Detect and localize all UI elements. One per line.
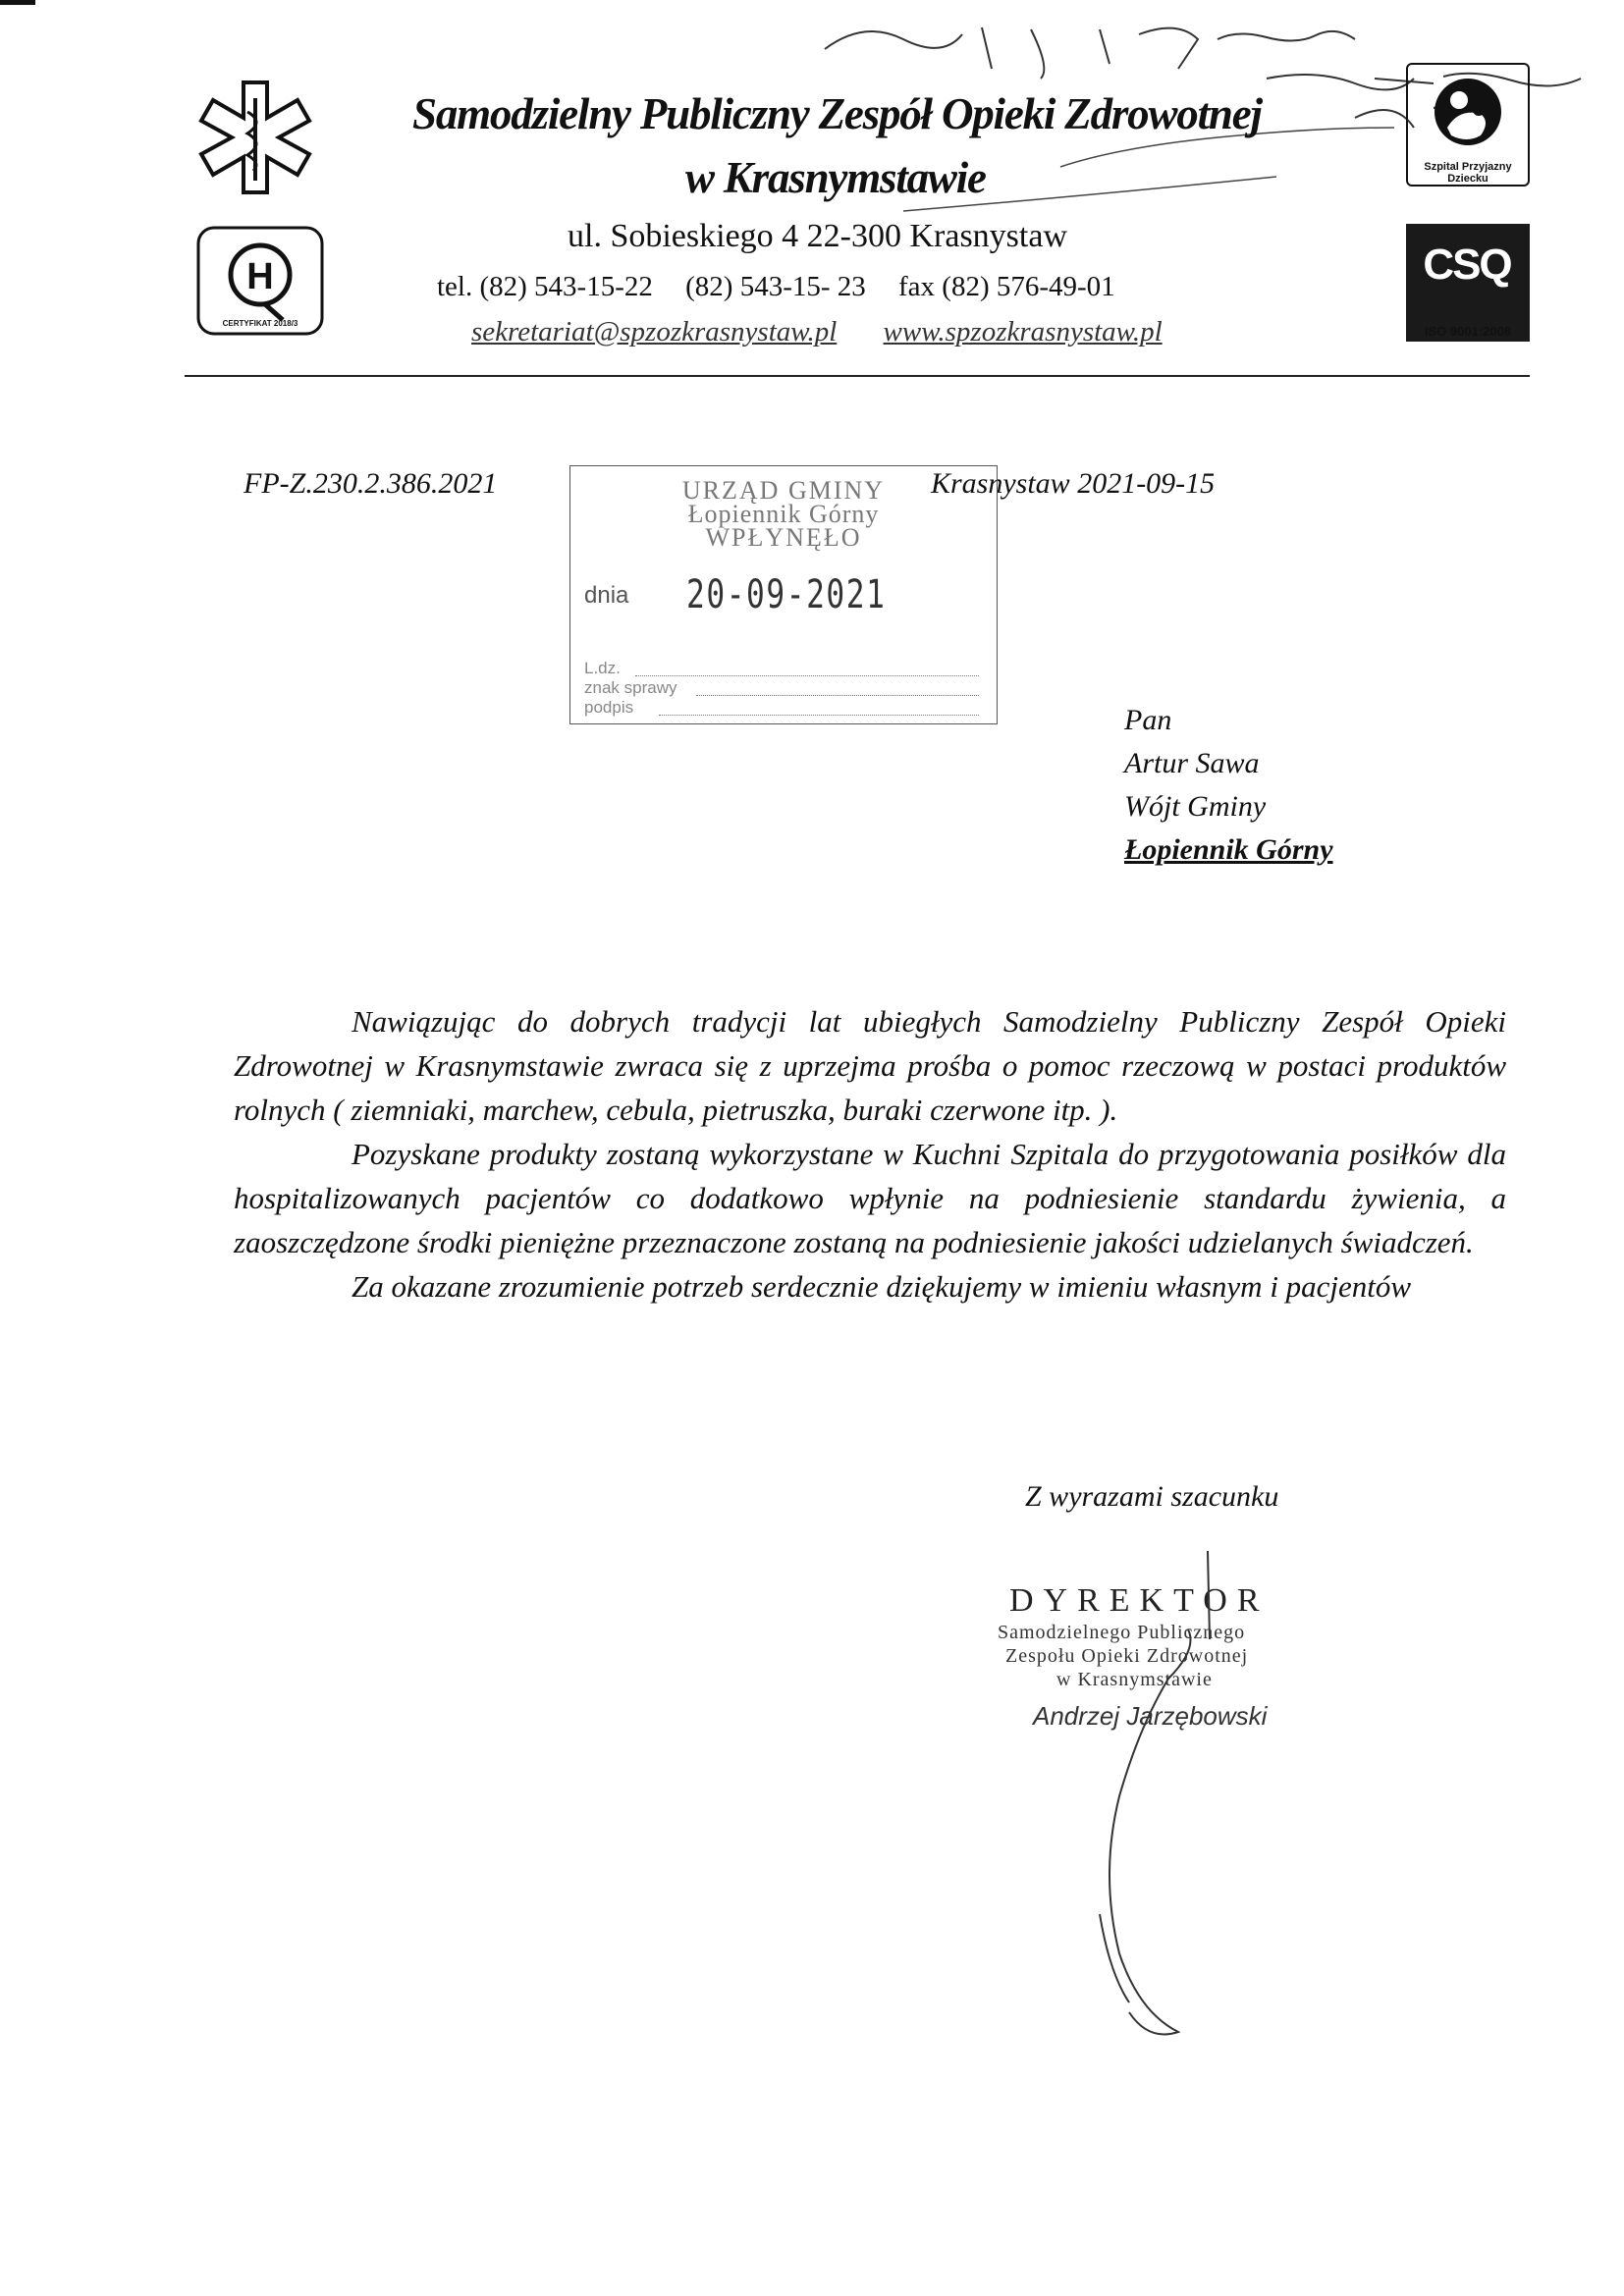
addressee-block [1124,699,1333,872]
place-date: Krasnystaw 2021-09-15 [931,467,1216,500]
signature-stamp-org-2: Zespołu Opieki Zdrowotnej [1005,1645,1249,1667]
mother-child-icon [1408,65,1528,163]
stamp-znak-line [696,694,979,696]
stamp-podpis-line [659,714,979,716]
contact-phones [437,271,1141,303]
header-divider [185,375,1530,377]
star-of-life-icon [196,79,314,196]
csq-mark: CSQ [1423,240,1511,289]
signature-stamp-org-3: w Krasnymstawie [1056,1669,1213,1690]
iso-label: ISO 9001:2008 [1424,324,1512,339]
svg-text:H: H [246,256,274,297]
reference-number: FP-Z.230.2.386.2021 [244,467,498,500]
signature-stamp-org-1: Samodzielnego Publicznego [998,1622,1246,1643]
stamp-ldz-line [635,674,979,676]
phone-1: tel. (82) 543-15-22 [437,271,653,302]
signatory-name: Andrzej Jarzębowski [1033,1701,1268,1731]
institution-name: Samodzielny Publiczny Zespół Opieki Zdrowotnej [412,89,1262,138]
institution-city: w Krasnymstawie [685,153,986,202]
child-friendly-hospital-label: Szpital Przyjazny Dziecku [1424,161,1512,185]
body-paragraph-3: Za okazane zrozumienie potrzeb serdecznie dziękujemy w imieniu własnym i pacjentów [352,1269,1412,1304]
website-link[interactable]: www.spzozkrasnystaw.pl [883,316,1163,347]
body-paragraph-2: Pozyskane produkty zostaną wykorzystane w Kuchni Szpitala do przygotowania posiłków dla hospitalizowanych pacjentów co dodatkowo wpłynie na podniesienie standardu żywienia, a zaoszczędzone środki pieniężne przeznaczone zostaną na podniesienie jakości udzielanych świadczeń. [234,1137,1506,1259]
fax: fax (82) 576-49-01 [898,271,1115,302]
receipt-stamp [569,465,998,724]
stamp-received: WPŁYNĘŁO [705,523,862,552]
email-link[interactable]: sekretariat@spzozkrasnystaw.pl [471,316,838,347]
stamp-ldz-label: L.dz. [584,659,621,677]
institution-address: ul. Sobieskiego 4 22-300 Krasnystaw [568,218,1068,254]
certificate-label: CERTYFIKAT 2018/3 [222,319,298,328]
addressee-municipality: Łopiennik Górny [1124,833,1333,866]
body-paragraph-1: Nawiązując do dobrych tradycji lat ubiegłych Samodzielny Publiczny Zespół Opieki Zdrowotnej w Krasnymstawie zwraca się z uprzejma prośba o pomoc rzeczową w postaci produktów rolnych ( ziemniaki, marchew, cebula, pietruszka, buraki czerwone itp. ). [234,1004,1506,1127]
stamp-znak-label: znak sprawy [584,678,677,697]
signature-stamp-title: DYREKTOR [1009,1582,1270,1619]
handwritten-signature [1041,1541,1218,2091]
addressee-salutation: Pan [1124,704,1172,736]
letter-body [234,999,1506,1308]
stamp-date: 20-09-2021 [686,572,887,617]
phone-2: (82) 543-15- 23 [685,271,866,302]
stamp-municipality: Łopiennik Górny [687,500,880,528]
stamp-podpis-label: podpis [584,698,634,717]
closing-greeting: Z wyrazami szacunku [1025,1480,1279,1513]
stamp-date-label: dnia [584,582,629,609]
addressee-name: Artur Sawa [1124,747,1260,779]
addressee-position: Wójt Gminy [1124,790,1267,823]
scan-corner-mark [0,0,35,5]
contact-links [471,316,1202,348]
stamp-office: URZĄD GMINY [681,476,886,505]
